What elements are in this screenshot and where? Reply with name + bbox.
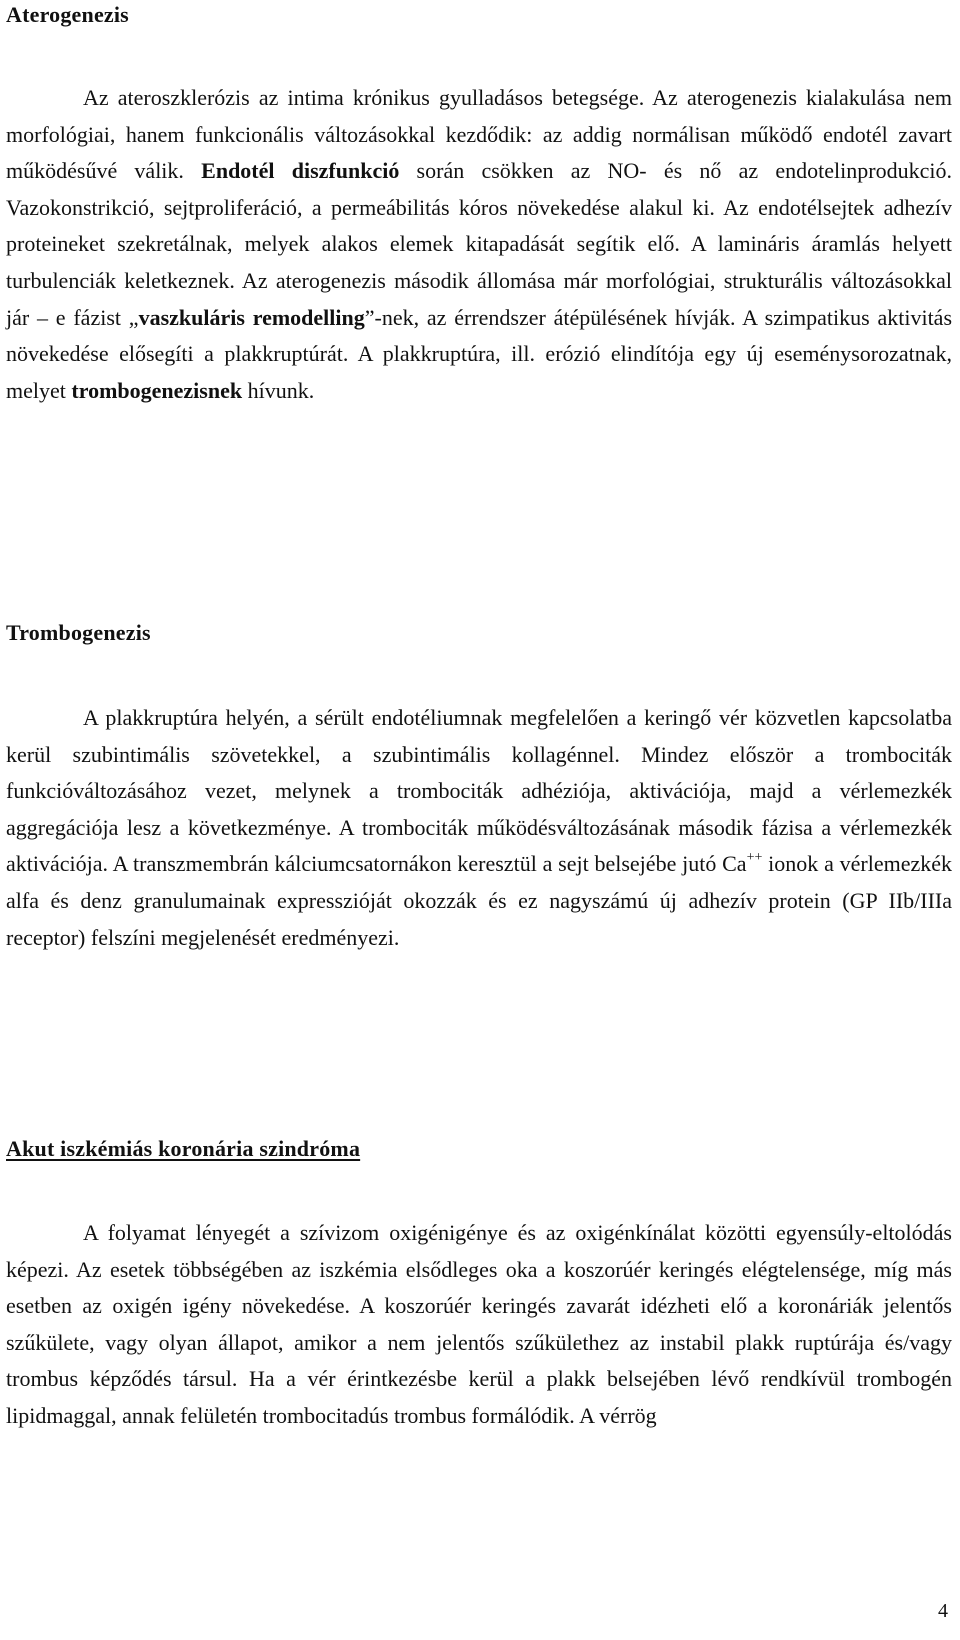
paragraph-trombogenezis	[6, 700, 952, 956]
text-run: ionok a vérlemezkék alfa és denz granulumainak expresszióját okozzák és ez nagyszámú új adhezív protein (GP IIb/IIIa receptor) felszíni megjelenését eredményezi.	[6, 851, 952, 950]
page-number: 4	[938, 1600, 948, 1622]
section-heading-aterogenezis: Aterogenezis	[6, 2, 129, 27]
bold-term-vaszkularis-remodelling: vaszkuláris remodelling	[138, 304, 365, 330]
bold-term-endotel-diszfunkcio: Endotél diszfunkció	[201, 158, 400, 184]
text-run: során csökken az NO- és nő az endotelinprodukció. Vazokonstrikció, sejtproliferáció, a permeábilitás kóros növekedése alakul ki. Az endotélsejtek adhezív proteineket szekretálnak, melyek alakos elemek kitapadását segítik elő. A lamináris áramlás helyett turbulenciák keletkeznek. Az aterogenezis második állomása már morfológiai, strukturális változásokkal jár – e fázist „	[6, 158, 952, 330]
text-run: hívunk.	[242, 377, 315, 403]
text-run: A folyamat lényegét a szívizom oxigénigénye és az oxigénkínálat közötti egyensúly-eltolódás képezi. Az esetek többségében az iszkémia elsődleges oka a koszorúér keringés elégtelensége, míg más esetben az oxigén igény növekedése. A koszorúér keringés zavarát idézheti elő a koronáriák jelentős szűkülete, vagy olyan állapot, amikor a nem jelentős szűkülethez az instabil plakk ruptúrája és/vagy trombus képződés társul. Ha a vér érintkezésbe kerül a plakk belsejében lévő rendkívül trombogén lipidmaggal, annak felületén trombocitadús trombus formálódik. A vérrög	[6, 1220, 952, 1428]
text-run: Az ateroszklerózis az intima krónikus gyulladásos betegsége. Az aterogenezis kialakulása nem morfológiai, hanem funkcionális változásokkal kezdődik: az addig normálisan működő endotél zavart működésűvé válik.	[6, 85, 952, 184]
text-run: ”-nek, az érrendszer átépülésének hívják. A szimpatikus aktivitás növekedése elősegíti a plakkruptúrát. A plakkruptúra, ill. erózió elindítója egy új eseménysorozatnak, melyet	[6, 304, 953, 403]
paragraph-akut-iszkemias	[6, 1215, 952, 1435]
text-run: A plakkruptúra helyén, a sérült endotéliumnak megfelelően a keringő vér közvetlen kapcsolatba kerül szubintimális szövetekkel, a szubintimális kollagénnel. Mindez először a trombociták funkcióváltozásához vezet, melynek a trombociták adhéziója, aktivációja, majd a vérlemezkék aggregációja lesz a következménye. A trombociták működésváltozásának második fázisa a vérlemezkék aktivációja. A transzmembrán kálciumcsatornákon keresztül a sejt belsejébe jutó Ca	[6, 705, 952, 877]
section-heading-trombogenezis: Trombogenezis	[6, 620, 151, 645]
superscript-charge: ++	[746, 850, 763, 866]
bold-term-trombogenezisnek: trombogenezisnek	[71, 377, 243, 403]
section-heading-akut-iszkemias: Akut iszkémiás koronária szindróma	[6, 1136, 361, 1161]
paragraph-aterogenezis	[6, 80, 952, 409]
